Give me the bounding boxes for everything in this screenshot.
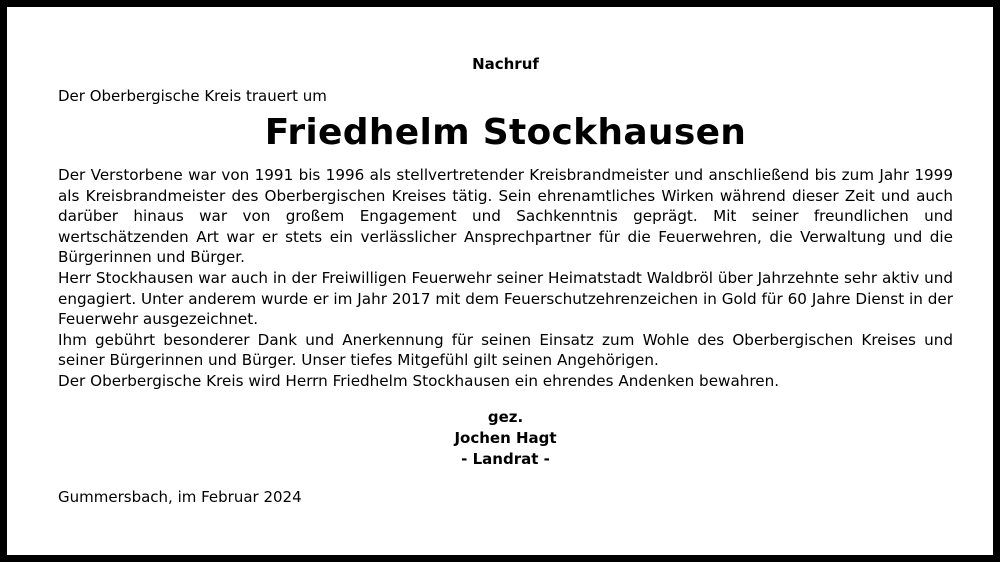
obituary-body bbox=[58, 165, 953, 392]
signer-title: - Landrat - bbox=[461, 449, 550, 468]
body-paragraph-1: Der Verstorbene war von 1991 bis 1996 als stellvertretender Kreisbrandmeister und anschließend bis zum Jahr 1999 als Kreisbrandmeister des Oberbergischen Kreises tätig. Sein ehrenamtliches Wirken während dieser Zeit und auch darüber hinaus war von großem Engagement und Sachkenntnis geprägt. Mit seiner freundlichen und wertschätzenden Art war er stets ein verlässlicher Ansprechpartner für die Feuerwehren, die Verwaltung und die Bürgerinnen und Bürger. bbox=[58, 166, 953, 267]
body-paragraph-4: Der Oberbergische Kreis wird Herrn Friedhelm Stockhausen ein ehrendes Andenken bewahren. bbox=[58, 371, 780, 390]
notice-heading: Nachruf bbox=[472, 55, 539, 73]
body-paragraph-3: Ihm gebührt besonderer Dank und Anerkennung für seinen Einsatz zum Wohle des Oberbergischen Kreises und seiner Bürgerinnen und Bürger. Unser tiefes Mitgefühl gilt seinen Angehörigen. bbox=[58, 330, 953, 370]
signature-block bbox=[58, 407, 953, 470]
deceased-name: Friedhelm Stockhausen bbox=[264, 112, 747, 153]
signer-name: Jochen Hagt bbox=[454, 428, 557, 447]
notice-content bbox=[58, 55, 953, 506]
intro-line: Der Oberbergische Kreis trauert um bbox=[58, 87, 327, 105]
body-paragraph-2: Herr Stockhausen war auch in der Freiwilligen Feuerwehr seiner Heimatstadt Waldbröl über Jahrzehnte sehr aktiv und engagiert. Unter anderem wurde er im Jahr 2017 mit dem Feuerschutzehrenzeichen in Gold für 60 Jahre Dienst in der Feuerwehr ausgezeichnet. bbox=[58, 268, 953, 329]
place-and-date: Gummersbach, im Februar 2024 bbox=[58, 487, 302, 506]
signature-prefix: gez. bbox=[487, 407, 524, 426]
